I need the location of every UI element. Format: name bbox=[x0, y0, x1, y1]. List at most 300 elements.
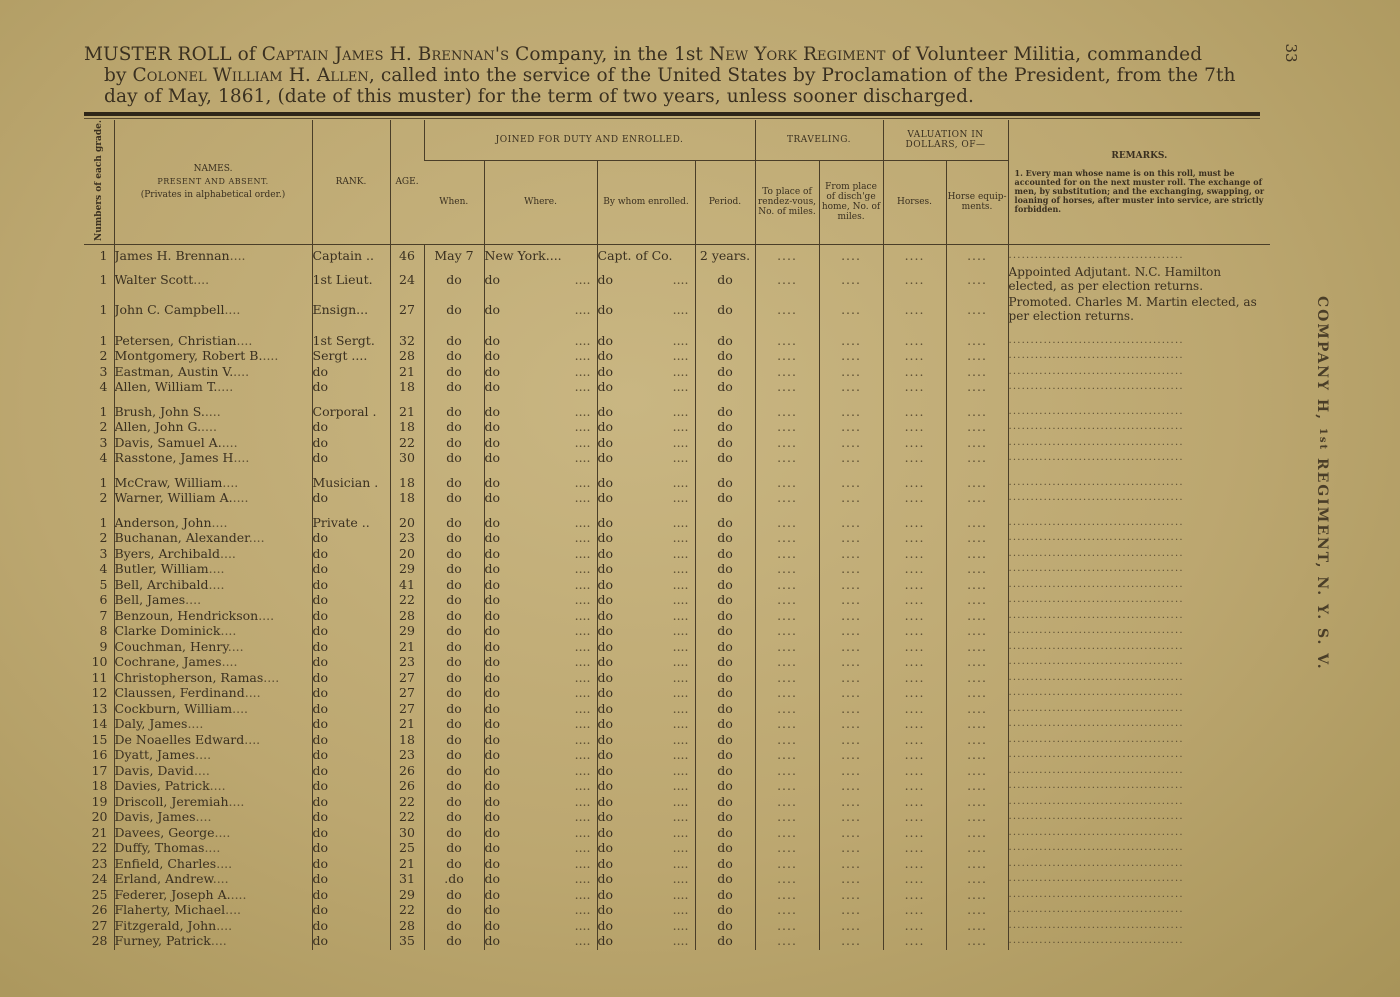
period-text: do bbox=[717, 515, 733, 530]
to-place bbox=[755, 420, 819, 436]
horses bbox=[883, 919, 946, 935]
period-text: do bbox=[717, 364, 733, 379]
from-place bbox=[819, 841, 883, 857]
remark-text: ........................................ bbox=[1008, 334, 1184, 346]
where bbox=[484, 420, 597, 436]
when-text: do bbox=[446, 364, 462, 379]
where-text: do bbox=[484, 531, 501, 545]
rank bbox=[312, 810, 390, 826]
by-whom bbox=[597, 934, 695, 950]
col-when: When. bbox=[424, 160, 484, 244]
horse-equipments bbox=[946, 349, 1008, 365]
soldier-name bbox=[114, 888, 312, 904]
grade-number-text: 3 bbox=[99, 546, 108, 561]
by-whom-text: do bbox=[597, 531, 614, 545]
period-text: do bbox=[717, 732, 733, 747]
age bbox=[390, 686, 424, 702]
by-whom bbox=[597, 516, 695, 532]
horse-equipments-text: .... bbox=[967, 841, 987, 855]
grade-number-text: 2 bbox=[99, 420, 108, 434]
period-text: do bbox=[717, 577, 733, 592]
leader-dots: .... bbox=[262, 349, 279, 363]
spacer-cell bbox=[390, 325, 424, 334]
spacer-cell bbox=[390, 507, 424, 516]
horses-text: .... bbox=[904, 562, 925, 576]
age bbox=[390, 593, 424, 609]
horse-equipments-text: .... bbox=[967, 872, 987, 886]
when-text: do bbox=[446, 301, 462, 317]
where-text: do bbox=[484, 748, 501, 762]
age-text: 27 bbox=[399, 701, 415, 716]
by-whom bbox=[597, 578, 695, 594]
horses bbox=[883, 476, 946, 492]
horses-text: .... bbox=[904, 872, 925, 886]
horse-equipments bbox=[946, 593, 1008, 609]
horse-equipments-text: .... bbox=[967, 686, 987, 700]
to-place-text: .... bbox=[777, 639, 797, 654]
leader-dots: .... bbox=[214, 825, 231, 840]
where bbox=[484, 295, 597, 325]
horse-equipments-text: .... bbox=[967, 763, 987, 778]
when bbox=[424, 334, 484, 350]
where-text: do bbox=[484, 404, 501, 419]
remark-text: ........................................ bbox=[1008, 857, 1184, 869]
from-place bbox=[819, 717, 883, 733]
by-whom bbox=[597, 531, 695, 547]
rank-text: do bbox=[312, 380, 329, 394]
from-place-text: .... bbox=[841, 701, 861, 716]
by-whom-text: do bbox=[597, 608, 614, 623]
grade-number bbox=[84, 380, 114, 396]
spacer-cell bbox=[946, 507, 1008, 516]
by-whom bbox=[597, 609, 695, 625]
remark bbox=[1008, 810, 1270, 826]
col-from-place: From place of disch'ge home, No. of miles. bbox=[819, 160, 883, 244]
page-number: 33 bbox=[1282, 43, 1300, 63]
horses-text: .... bbox=[904, 577, 925, 592]
horses bbox=[883, 405, 946, 421]
from-place bbox=[819, 934, 883, 950]
period-text: do bbox=[717, 451, 733, 465]
spacer-cell bbox=[946, 467, 1008, 476]
leader-dots: .... bbox=[574, 515, 591, 530]
grade-number-text: 3 bbox=[99, 364, 108, 379]
from-place bbox=[819, 795, 883, 811]
by-whom-text: do bbox=[597, 872, 614, 886]
horse-equipments-text: .... bbox=[967, 670, 987, 685]
spacer-cell bbox=[755, 396, 819, 405]
heavy-rule bbox=[84, 112, 1260, 116]
from-place-text: .... bbox=[841, 763, 861, 778]
leader-dots: .... bbox=[574, 670, 591, 685]
horse-equipments-text: .... bbox=[967, 903, 987, 917]
rank-text: do bbox=[312, 531, 329, 545]
remark bbox=[1008, 245, 1270, 265]
where bbox=[484, 562, 597, 578]
to-place bbox=[755, 717, 819, 733]
period-text: do bbox=[717, 934, 733, 948]
age bbox=[390, 295, 424, 325]
horses-text: .... bbox=[904, 639, 925, 654]
horse-equipments-text: .... bbox=[967, 655, 987, 669]
grade-number bbox=[84, 405, 114, 421]
to-place-text: .... bbox=[777, 670, 797, 685]
horse-equipments-text: .... bbox=[967, 333, 987, 348]
age bbox=[390, 578, 424, 594]
period bbox=[695, 872, 755, 888]
horses-text: .... bbox=[904, 825, 925, 840]
period-text: do bbox=[717, 420, 733, 434]
to-place bbox=[755, 748, 819, 764]
table-row bbox=[84, 888, 1270, 904]
from-place-text: .... bbox=[841, 435, 861, 450]
to-place-text: .... bbox=[777, 420, 797, 434]
title-text: Company, in the 1st bbox=[509, 44, 709, 65]
rank bbox=[312, 826, 390, 842]
horse-equipments bbox=[946, 919, 1008, 935]
table-row bbox=[84, 686, 1270, 702]
horse-equipments-text: .... bbox=[967, 918, 987, 933]
rank-text: do bbox=[312, 608, 329, 623]
to-place-text: .... bbox=[777, 435, 797, 450]
horse-equipments bbox=[946, 748, 1008, 764]
spacer-cell bbox=[312, 507, 390, 516]
horses-text: .... bbox=[904, 515, 925, 530]
leader-dots: .... bbox=[263, 670, 280, 685]
title-text: of Volunteer Militia, commanded bbox=[885, 44, 1203, 65]
horses-text: .... bbox=[904, 655, 925, 669]
when bbox=[424, 516, 484, 532]
title-muster-roll: MUSTER ROLL bbox=[84, 44, 232, 65]
grade-number bbox=[84, 516, 114, 532]
age-text: 22 bbox=[399, 435, 415, 450]
table-row bbox=[84, 265, 1270, 295]
age-text: 18 bbox=[399, 475, 415, 490]
group-spacer bbox=[84, 325, 1270, 334]
spacer-cell bbox=[312, 325, 390, 334]
from-place bbox=[819, 365, 883, 381]
leader-dots: .... bbox=[574, 301, 591, 317]
leader-dots: .... bbox=[210, 934, 227, 948]
when-text: do bbox=[446, 717, 462, 731]
by-whom-text: do bbox=[597, 593, 614, 607]
leader-dots: .... bbox=[672, 701, 689, 716]
to-place-text: .... bbox=[777, 577, 797, 592]
page-title bbox=[84, 44, 1264, 107]
by-whom-text: do bbox=[597, 655, 614, 669]
period-text: do bbox=[717, 748, 733, 762]
horse-equipments-text: .... bbox=[967, 717, 987, 731]
by-whom bbox=[597, 547, 695, 563]
to-place-text: .... bbox=[777, 475, 797, 490]
leader-dots: .... bbox=[233, 451, 250, 465]
grade-number-text: 12 bbox=[91, 686, 108, 700]
rank bbox=[312, 334, 390, 350]
from-place-text: .... bbox=[841, 624, 861, 638]
leader-dots: .... bbox=[574, 887, 591, 902]
horses-text: .... bbox=[904, 593, 925, 607]
table-row bbox=[84, 841, 1270, 857]
table-row bbox=[84, 295, 1270, 325]
leader-dots: .... bbox=[225, 903, 242, 917]
age bbox=[390, 624, 424, 640]
horse-equipments-text: .... bbox=[967, 887, 987, 902]
table-row bbox=[84, 872, 1270, 888]
from-place bbox=[819, 547, 883, 563]
leader-dots: .... bbox=[574, 435, 591, 450]
side-label-company: COMPANY H, bbox=[1314, 296, 1330, 428]
when bbox=[424, 686, 484, 702]
remark bbox=[1008, 671, 1270, 687]
table-row bbox=[84, 436, 1270, 452]
where bbox=[484, 888, 597, 904]
remark bbox=[1008, 888, 1270, 904]
horse-equipments bbox=[946, 624, 1008, 640]
remark-text: ........................................ bbox=[1008, 656, 1184, 667]
rank-text: do bbox=[312, 420, 329, 434]
horses bbox=[883, 640, 946, 656]
horse-equipments bbox=[946, 826, 1008, 842]
col-to-place: To place of rendez-vous, No. of miles. bbox=[755, 160, 819, 244]
from-place-text: .... bbox=[841, 918, 861, 933]
where-text: New York.... bbox=[484, 248, 562, 263]
leader-dots: .... bbox=[672, 380, 689, 394]
leader-dots: .... bbox=[574, 825, 591, 840]
leader-dots: .... bbox=[672, 810, 689, 824]
horses bbox=[883, 857, 946, 873]
col-names bbox=[114, 120, 312, 245]
leader-dots: .... bbox=[672, 491, 689, 505]
age-text: 18 bbox=[399, 380, 415, 394]
horse-equipments-text: .... bbox=[967, 810, 987, 824]
soldier-name bbox=[114, 841, 312, 857]
age-text: 25 bbox=[399, 841, 415, 855]
table-row bbox=[84, 733, 1270, 749]
remark-text: ........................................ bbox=[1008, 250, 1184, 261]
when bbox=[424, 655, 484, 671]
spacer-cell bbox=[883, 325, 946, 334]
remark bbox=[1008, 748, 1270, 764]
grade-number bbox=[84, 245, 114, 265]
horses bbox=[883, 903, 946, 919]
when-text: do bbox=[446, 333, 462, 348]
where-text: do bbox=[484, 562, 501, 576]
by-whom-text: do bbox=[597, 435, 614, 450]
where-text: do bbox=[484, 810, 501, 824]
col-remarks-note: 1. Every man whose name is on this roll, must be accounted for on the next muster roll. The exchange of men, by substitution; and the exchanging, swapping, or loaning of horses, after muster into service, are strictly forbidden. bbox=[1014, 167, 1265, 214]
col-remarks bbox=[1008, 120, 1270, 245]
where-text: do bbox=[484, 841, 501, 855]
to-place bbox=[755, 686, 819, 702]
where bbox=[484, 516, 597, 532]
period-text: do bbox=[717, 475, 733, 490]
soldier-name bbox=[114, 593, 312, 609]
from-place-text: .... bbox=[841, 903, 861, 917]
by-whom-text: do bbox=[597, 475, 614, 490]
period bbox=[695, 476, 755, 492]
when bbox=[424, 841, 484, 857]
horses bbox=[883, 365, 946, 381]
rank bbox=[312, 531, 390, 547]
leader-dots: .... bbox=[574, 717, 591, 731]
where-text: do bbox=[484, 918, 501, 933]
where bbox=[484, 686, 597, 702]
age-text: 23 bbox=[399, 531, 415, 545]
when bbox=[424, 764, 484, 780]
by-whom bbox=[597, 686, 695, 702]
grade-number-text: 2 bbox=[99, 491, 108, 505]
rank bbox=[312, 405, 390, 421]
horses-text: .... bbox=[904, 918, 925, 933]
spacer-cell bbox=[424, 507, 484, 516]
from-place bbox=[819, 245, 883, 265]
period bbox=[695, 265, 755, 295]
to-place bbox=[755, 380, 819, 396]
period bbox=[695, 516, 755, 532]
age-text: 23 bbox=[399, 748, 415, 762]
to-place bbox=[755, 919, 819, 935]
to-place bbox=[755, 295, 819, 325]
leader-dots: .... bbox=[672, 515, 689, 530]
where bbox=[484, 919, 597, 935]
soldier-name-text: Brush, John S. bbox=[114, 404, 205, 419]
by-whom-text: do bbox=[597, 794, 614, 809]
where-text: do bbox=[484, 825, 501, 840]
horse-equipments bbox=[946, 405, 1008, 421]
soldier-name-text: James H. Brennan bbox=[114, 248, 230, 263]
rank-text: do bbox=[312, 856, 329, 871]
horses bbox=[883, 655, 946, 671]
col-age: AGE. bbox=[390, 120, 424, 245]
when bbox=[424, 547, 484, 563]
grade-number bbox=[84, 562, 114, 578]
leader-dots: .... bbox=[574, 608, 591, 623]
where-text: do bbox=[484, 856, 501, 871]
to-place bbox=[755, 245, 819, 265]
age-text: 26 bbox=[399, 763, 415, 778]
period bbox=[695, 295, 755, 325]
horse-equipments bbox=[946, 547, 1008, 563]
where-text: do bbox=[484, 515, 501, 530]
to-place-text: .... bbox=[777, 934, 797, 948]
leader-dots: .... bbox=[236, 333, 253, 348]
when bbox=[424, 810, 484, 826]
by-whom-text: do bbox=[597, 451, 614, 465]
leader-dots: .... bbox=[672, 577, 689, 592]
spacer-cell bbox=[755, 507, 819, 516]
from-place bbox=[819, 451, 883, 467]
grade-number bbox=[84, 810, 114, 826]
by-whom bbox=[597, 295, 695, 325]
when-text: do bbox=[446, 748, 462, 762]
age-text: 28 bbox=[399, 918, 415, 933]
leader-dots: .... bbox=[195, 748, 212, 762]
rank bbox=[312, 365, 390, 381]
leader-dots: .... bbox=[574, 856, 591, 871]
to-place bbox=[755, 609, 819, 625]
age bbox=[390, 531, 424, 547]
horses-text: .... bbox=[904, 531, 925, 545]
table-row bbox=[84, 476, 1270, 492]
when-text: do bbox=[446, 686, 462, 700]
period-text: do bbox=[717, 763, 733, 778]
age bbox=[390, 265, 424, 295]
soldier-name bbox=[114, 640, 312, 656]
from-place-text: .... bbox=[841, 333, 861, 348]
leader-dots: .... bbox=[232, 491, 249, 505]
horse-equipments-text: .... bbox=[967, 349, 987, 363]
horse-equipments bbox=[946, 655, 1008, 671]
grade-number-text: 10 bbox=[91, 655, 108, 669]
where-text: do bbox=[484, 701, 501, 716]
period bbox=[695, 919, 755, 935]
period bbox=[695, 841, 755, 857]
rank bbox=[312, 420, 390, 436]
horses bbox=[883, 686, 946, 702]
from-place-text: .... bbox=[841, 810, 861, 824]
soldier-name bbox=[114, 405, 312, 421]
rank-text: do bbox=[312, 491, 329, 505]
where bbox=[484, 640, 597, 656]
remark-text: ........................................ bbox=[1008, 749, 1184, 760]
leader-dots: .... bbox=[574, 655, 591, 669]
horses bbox=[883, 420, 946, 436]
leader-dots: .... bbox=[672, 732, 689, 747]
soldier-name-text: Benzoun, Hendrickson bbox=[114, 608, 259, 623]
rank bbox=[312, 516, 390, 532]
side-label-ordinal: 1st bbox=[1317, 427, 1328, 452]
title-text: of bbox=[231, 44, 262, 65]
when bbox=[424, 872, 484, 888]
remark bbox=[1008, 872, 1270, 888]
period-text: do bbox=[717, 872, 733, 886]
spacer-cell bbox=[695, 507, 755, 516]
where bbox=[484, 593, 597, 609]
col-names-note: (Privates in alphabetical order.) bbox=[140, 190, 286, 200]
spacer-cell bbox=[1008, 325, 1270, 334]
remark-text: ........................................ bbox=[1008, 702, 1184, 714]
where-text: do bbox=[484, 608, 501, 623]
from-place-text: .... bbox=[841, 577, 861, 592]
table-row bbox=[84, 795, 1270, 811]
age bbox=[390, 516, 424, 532]
to-place-text: .... bbox=[777, 349, 797, 363]
soldier-name-text: Clarke Dominick bbox=[114, 624, 221, 638]
spacer-cell bbox=[755, 467, 819, 476]
rank bbox=[312, 671, 390, 687]
to-place-text: .... bbox=[777, 655, 797, 669]
by-whom bbox=[597, 717, 695, 733]
table-row bbox=[84, 451, 1270, 467]
age bbox=[390, 857, 424, 873]
leader-dots: .... bbox=[229, 248, 246, 263]
remark bbox=[1008, 334, 1270, 350]
horse-equipments-text: .... bbox=[967, 380, 987, 394]
rank-text: do bbox=[312, 577, 329, 592]
leader-dots: .... bbox=[574, 271, 591, 287]
from-place-text: .... bbox=[841, 451, 861, 465]
where bbox=[484, 451, 597, 467]
by-whom-text: do bbox=[597, 810, 614, 824]
horses bbox=[883, 717, 946, 733]
horse-equipments-text: .... bbox=[967, 301, 987, 317]
when bbox=[424, 420, 484, 436]
spacer-cell bbox=[484, 396, 597, 405]
period bbox=[695, 436, 755, 452]
from-place-text: .... bbox=[841, 349, 861, 363]
period-text: do bbox=[717, 531, 733, 545]
to-place bbox=[755, 349, 819, 365]
